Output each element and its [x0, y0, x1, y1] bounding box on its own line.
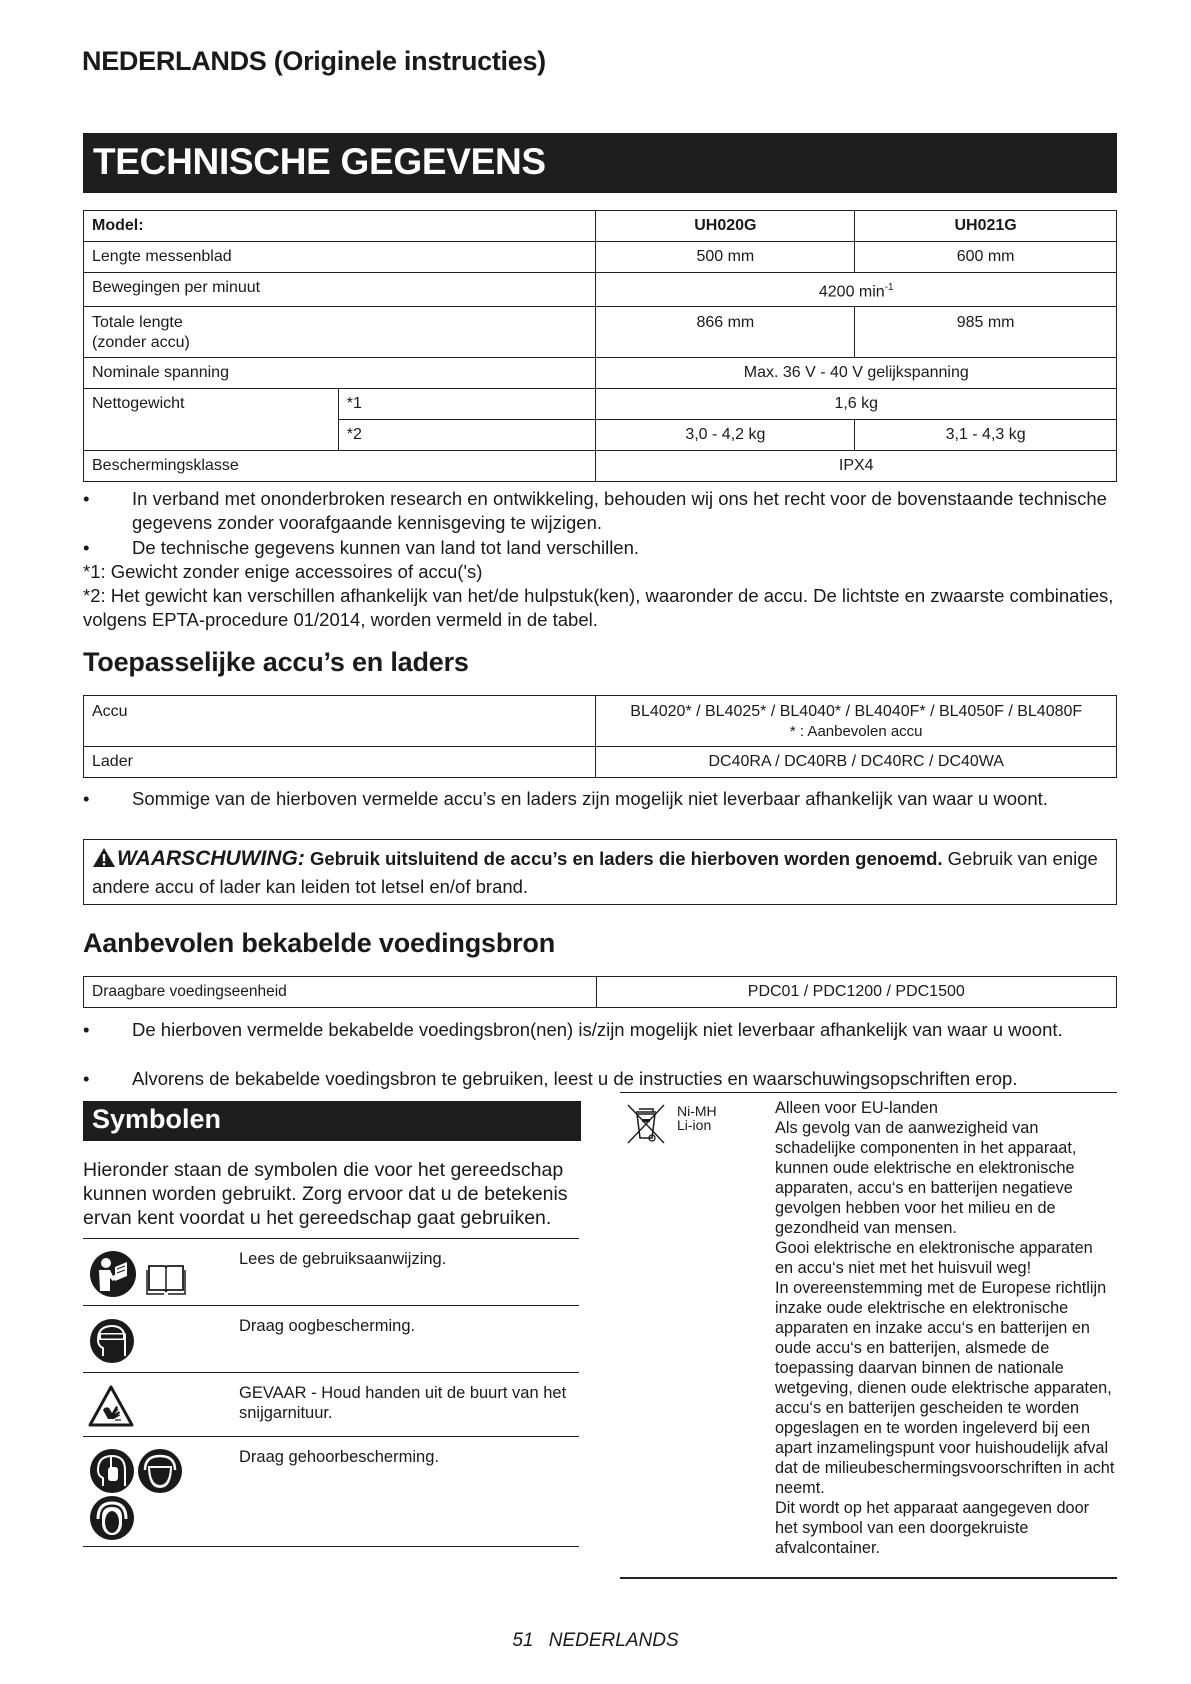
- note-text: Sommige van de hierboven vermelde accu’s en laders zijn mogelijk niet leverbaar afhankelijk van waar u woont.: [132, 788, 1048, 809]
- cell-value: 600 mm: [855, 242, 1117, 273]
- table-row-model: [84, 211, 1117, 242]
- cell-value: 985 mm: [855, 307, 1117, 358]
- row-label: Bewegingen per minuut: [84, 273, 596, 307]
- cell-value: Max. 36 V - 40 V gelijkspanning: [596, 358, 1117, 389]
- weee-top-rule: [620, 1092, 1117, 1093]
- symbol-row: [83, 1372, 579, 1436]
- table-row: [84, 451, 1117, 482]
- cell-value: 1,6 kg: [596, 389, 1117, 420]
- model-label: Model:: [84, 211, 596, 242]
- weee-line: Als gevolg van de aanwezigheid van schadelijke componenten in het apparaat, kunnen oude elektrische en elektronische apparaten, accu‘s en batterijen negatieve gevolgen hebben voor het milieu en de gezondheid van mensen.: [775, 1119, 1077, 1237]
- ear-protection-icon: [89, 1448, 135, 1494]
- warning-bold-text: Gebruik uitsluitend de accu’s en laders die hierboven worden genoemd.: [309, 848, 943, 869]
- row-label: Lengte messenblad: [84, 242, 596, 273]
- weee-text: [775, 1098, 1115, 1558]
- symbols-table-bottom-rule: [83, 1546, 579, 1547]
- section-title-power-source: Aanbevolen bekabelde voedingsbron: [83, 928, 556, 958]
- read-manual-icon: [89, 1250, 137, 1298]
- cell-value: [596, 273, 1117, 307]
- table-row: [84, 977, 1117, 1008]
- batteries-table: [83, 695, 1117, 778]
- row-label: Nominale spanning: [84, 358, 596, 389]
- symbol-description: Draag gehoorbescherming.: [239, 1448, 439, 1466]
- footer-language: NEDERLANDS: [548, 1630, 679, 1651]
- language-header: NEDERLANDS (Originele instructies): [82, 46, 546, 76]
- note-bullet: • In verband met ononderbroken research en ontwikkeling, behouden wij ons het recht voor de bovenstaande technische gegevens zonder voorafgaande kennisgeving te wijzigen.: [83, 488, 1107, 533]
- battery-chemistry-labels: [677, 1104, 717, 1132]
- section-title-symbols: Symbolen: [83, 1101, 581, 1141]
- hearing-protection-icon: [89, 1495, 135, 1541]
- table-row: [84, 747, 1117, 778]
- cell-value: 866 mm: [596, 307, 855, 358]
- weee-line: Gooi elektrische en elektronische apparaten en accu‘s niet met het huisvuil weg!: [775, 1239, 1093, 1277]
- model-uh021g: UH021G: [855, 211, 1117, 242]
- cell-value: 3,0 - 4,2 kg: [596, 420, 855, 451]
- battery-models: BL4020* / BL4025* / BL4040* / BL4040F* / BL4050F / BL4080F: [630, 703, 1083, 720]
- cell-value: PDC01 / PDC1200 / PDC1500: [596, 977, 1116, 1008]
- cell-value: 3,1 - 4,3 kg: [855, 420, 1117, 451]
- section-title-batteries: Toepasselijke accu’s en laders: [83, 647, 469, 677]
- crossed-out-bin-icon: [625, 1102, 667, 1146]
- strokes-value: 4200 min: [818, 283, 885, 301]
- row-label: [84, 307, 596, 358]
- note-bullet: • Sommige van de hierboven vermelde accu’s en laders zijn mogelijk niet leverbaar afhankelijk van waar u woont.: [83, 788, 1048, 809]
- row-label: Nettogewicht: [84, 389, 339, 451]
- note-text: De technische gegevens kunnen van land tot land verschillen.: [132, 537, 640, 558]
- table-row: [84, 358, 1117, 389]
- note-bullet: • De technische gegevens kunnen van land tot land verschillen.: [83, 537, 640, 558]
- label-line1: Totale lengte: [92, 314, 183, 332]
- power-source-table: [83, 976, 1117, 1008]
- page-number: 51: [512, 1630, 534, 1651]
- table-row: [84, 307, 1117, 358]
- row-label: Beschermingsklasse: [84, 451, 596, 482]
- chem-liion: Li-ion: [677, 1117, 712, 1133]
- row-label: Lader: [84, 747, 596, 778]
- sub-label: *1: [338, 389, 596, 420]
- note-text: In verband met ononderbroken research en ontwikkeling, behouden wij ons het recht voor de bovenstaande technische gegevens zonder voorafgaande kennisgeving te wijzigen.: [132, 488, 1107, 533]
- cell-value: [596, 696, 1117, 747]
- cell-value: DC40RA / DC40RB / DC40RC / DC40WA: [596, 747, 1117, 778]
- hand-cutting-hazard-icon: [87, 1384, 135, 1428]
- footnote-1: *1: Gewicht zonder enige accessoires of accu('s): [83, 561, 483, 582]
- eye-protection-icon: [89, 1318, 135, 1364]
- note-bullet: • De hierboven vermelde bekabelde voedingsbron(nen) is/zijn mogelijk niet leverbaar afhankelijk van waar u woont.: [83, 1019, 1063, 1040]
- battery-note: * : Aanbevolen accu: [789, 723, 923, 740]
- row-label: Accu: [84, 696, 596, 747]
- table-row: [84, 273, 1117, 307]
- table-row: [84, 389, 1117, 420]
- warning-triangle-icon: [92, 847, 116, 874]
- unit-superscript: -1: [884, 282, 894, 293]
- weee-line: Alleen voor EU-landen: [775, 1099, 938, 1117]
- warning-box: [83, 839, 1117, 905]
- table-row: [84, 696, 1117, 747]
- cell-value: 500 mm: [596, 242, 855, 273]
- sub-label: *2: [338, 420, 596, 451]
- warning-text: Gebruik van enige andere accu of lader kan leiden tot letsel en/of brand.: [92, 848, 1098, 897]
- note-text: De hierboven vermelde bekabelde voedingsbron(nen) is/zijn mogelijk niet leverbaar afhankelijk van waar u woont.: [132, 1019, 1063, 1040]
- cell-value: IPX4: [596, 451, 1117, 482]
- symbol-description: Draag oogbescherming.: [239, 1317, 416, 1335]
- weee-block: [620, 1092, 1117, 1557]
- weee-bottom-rule: [620, 1577, 1117, 1579]
- specifications-table: [83, 210, 1117, 482]
- symbol-description: Lees de gebruiksaanwijzing.: [239, 1250, 447, 1268]
- model-uh020g: UH020G: [596, 211, 855, 242]
- table-row: [84, 242, 1117, 273]
- chem-nimh: Ni-MH: [677, 1103, 717, 1119]
- note-text: Alvorens de bekabelde voedingsbron te gebruiken, leest u de instructies en waarschuwingsopschriften erop.: [132, 1068, 1018, 1089]
- row-label: Draagbare voedingseenheid: [84, 977, 597, 1008]
- weee-line: In overeenstemming met de Europese richtlijn inzake oude elektrische en elektronische apparaten en inzake accu‘s en batterijen en oude accu‘s en batterijen, alsmede de toepassing daarvan binnen de nationale wetgeving, dienen oude elektrische apparaten, accu‘s en batterijen gescheiden te worden opgeslagen en te worden ingeleverd bij een apart inzamelingspunt voor huishoudelijk afval dat de milieubeschermingsvoorschriften in acht neemt.: [775, 1279, 1115, 1497]
- label-line2: (zonder accu): [92, 334, 190, 352]
- symbol-row: [83, 1436, 579, 1546]
- weee-line: Dit wordt op het apparaat aangegeven door het symbool van een doorgekruiste afvalcontainer.: [775, 1499, 1090, 1557]
- note-bullet: • Alvorens de bekabelde voedingsbron te gebruiken, leest u de instructies en waarschuwingsopschriften erop.: [83, 1068, 1018, 1089]
- warning-title: WAARSCHUWING:: [117, 847, 305, 870]
- ear-muffs-icon: [137, 1448, 183, 1494]
- symbols-table: [83, 1238, 579, 1547]
- book-icon: [145, 1258, 187, 1298]
- symbol-description: GEVAAR - Houd handen uit de buurt van het snijgarnituur.: [239, 1384, 567, 1422]
- symbol-row: [83, 1305, 579, 1372]
- page-footer: [0, 1630, 1191, 1652]
- symbols-intro: Hieronder staan de symbolen die voor het gereedschap kunnen worden gebruikt. Zorg ervoor dat u de betekenis ervan kent voordat u het gereedschap gaat gebruiken.: [83, 1159, 568, 1229]
- section-title-technical: TECHNISCHE GEGEVENS: [83, 133, 1117, 193]
- symbol-row: [83, 1238, 579, 1305]
- footnote-2: *2: Het gewicht kan verschillen afhankelijk van het/de hulpstuk(ken), waaronder de accu. De lichtste en zwaarste combinaties, volgens EPTA-procedure 01/2014, worden vermeld in de tabel.: [83, 585, 1114, 630]
